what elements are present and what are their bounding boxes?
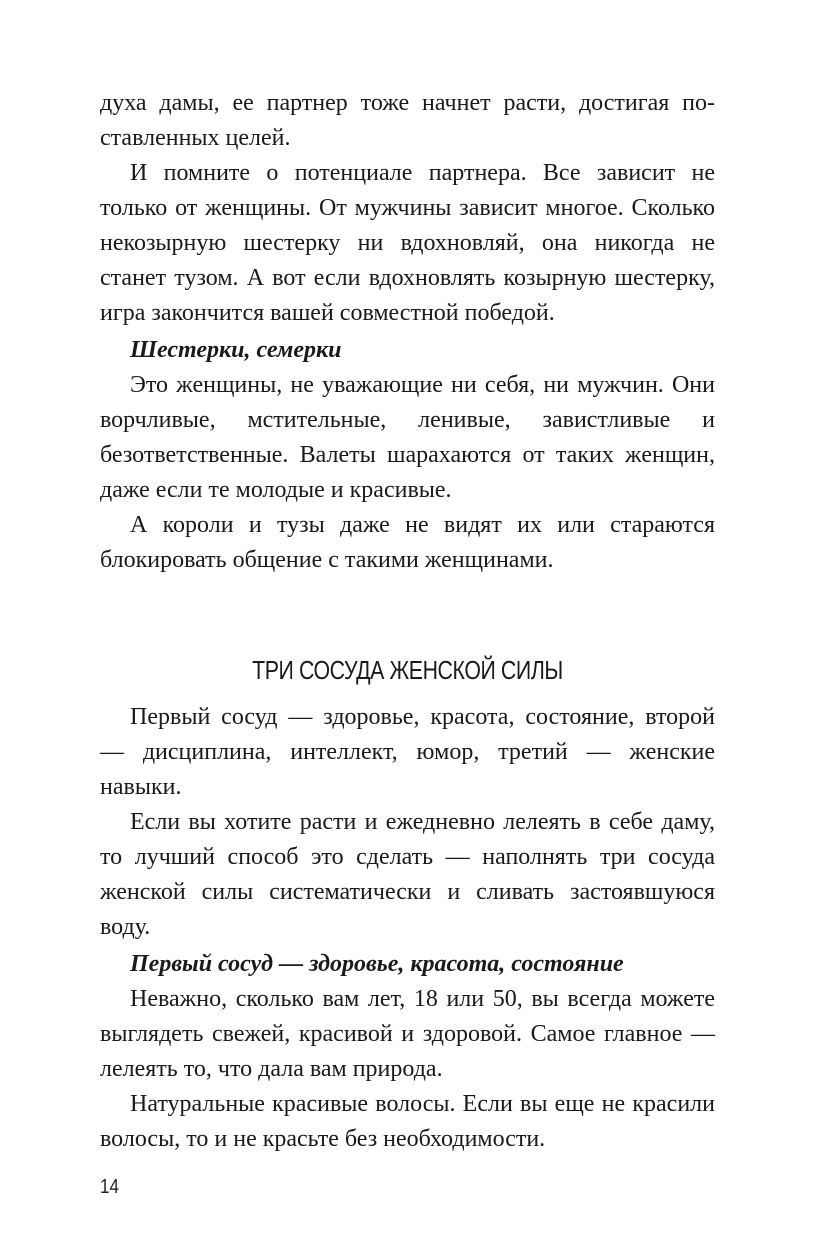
paragraph-continuation: духа дамы, ее партнер тоже начнет расти, достигая поставленных целей. bbox=[100, 90, 715, 151]
paragraph-grow-daily: Если вы хотите расти и ежедневно лелеять в себе даму, то лучший способ это сделать — наполнять три сосуда женской силы систематически и сливать застоявшуюся воду. bbox=[100, 809, 715, 940]
paragraph-kings-aces: А короли и тузы даже не видят их или стараются блокировать общение с такими женщинами. bbox=[100, 512, 715, 573]
paragraph-first-vessel-intro: Первый сосуд — здоровье, красота, состояние, второй — дисциплина, интеллект, юмор, третий — женские навыки. bbox=[100, 704, 715, 800]
paragraph-sixes-sevens: Это женщины, не уважающие ни себя, ни мужчин. Они ворчливые, мстительные, ленивые, завистливые и безответственные. Валеты шарахаются от таких женщин, даже если те молодые и красивые. bbox=[100, 372, 715, 503]
section-title: ТРИ СОСУДА ЖЕНСКОЙ СИЛЫ bbox=[252, 655, 563, 685]
page-body bbox=[100, 86, 715, 1157]
paragraph-age: Неважно, сколько вам лет, 18 или 50, вы всегда можете выглядеть свежей, красивой и здоровой. Самое главное — лелеять то, что дала вам природа. bbox=[100, 986, 715, 1082]
subheading-first-vessel: Первый сосуд — здоровье, красота, состояние bbox=[130, 951, 624, 977]
paragraph-partner-potential: И помните о потенциале партнера. Все зависит не только от женщины. От мужчины зависит многое. Сколько некозырную шестерку ни вдохновляй, она никогда не станет тузом. А вот если вдохновлять козырную шестерку, игра закончится вашей совместной победой. bbox=[100, 160, 715, 326]
subheading-sixes-sevens: Шестерки, семерки bbox=[130, 337, 342, 363]
paragraph-natural-hair: Натуральные красивые волосы. Если вы еще не красили волосы, то и не красьте без необходимости. bbox=[100, 1091, 715, 1152]
page-number: 14 bbox=[100, 1176, 119, 1198]
